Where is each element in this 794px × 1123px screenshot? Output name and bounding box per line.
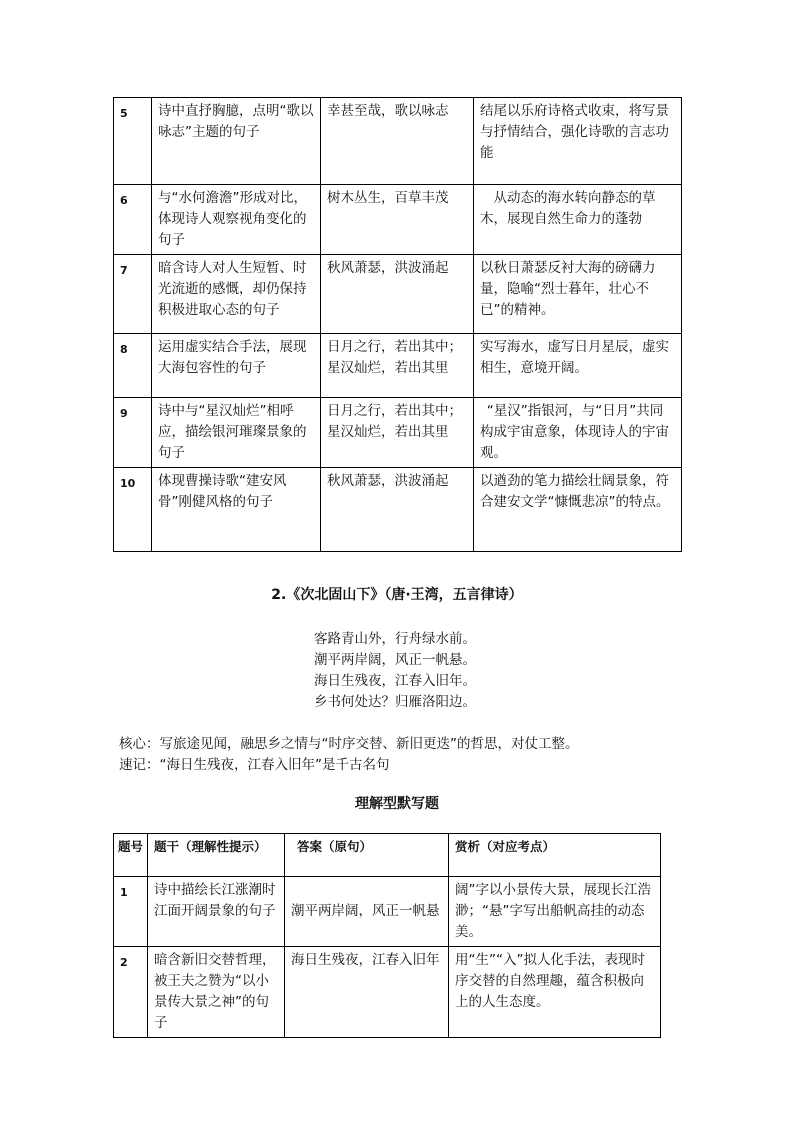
header-cell: 题号 (114, 834, 148, 877)
question-cell: 体现曹操诗歌“建安风骨”刚健风格的句子 (152, 468, 321, 552)
core-note: 核心：写旅途见闻，融思乡之情与“时序交替、新旧更迭”的哲思，对仗工整。 (119, 736, 579, 752)
poem-line: 乡书何处达？归雁洛阳边。 (314, 694, 476, 710)
analysis-cell: 结尾以乐府诗格式收束，将写景与抒情结合，强化诗歌的言志功能 (474, 98, 682, 185)
table-row (114, 877, 661, 947)
table-row (114, 398, 682, 468)
answer-cell: 幸甚至哉，歌以咏志 (321, 98, 474, 185)
row-number: 1 (114, 877, 148, 947)
table-row (114, 98, 682, 185)
analysis-cell: 实写海水，虚写日月星辰，虚实相生，意境开阔。 (474, 334, 682, 398)
poem-line: 潮平两岸阔，风正一帆悬。 (314, 652, 476, 668)
question-cell: 诗中描绘长江涨潮时江面开阔景象的句子 (148, 877, 285, 947)
poem-line: 海日生残夜，江春入旧年。 (314, 673, 476, 689)
table-row (114, 468, 682, 552)
memo-note: 速记：“海日生残夜，江春入旧年”是千古名句 (119, 757, 390, 773)
question-cell: 暗含新旧交替哲理，被王夫之赞为“以小景传大景之神”的句子 (148, 947, 285, 1038)
question-cell: 暗含诗人对人生短暂、时光流逝的感慨，却仍保持积极进取心态的句子 (152, 255, 321, 334)
answer-cell: 秋风萧瑟，洪波涌起 (321, 255, 474, 334)
answer-cell: 海日生残夜，江春入旧年 (285, 947, 449, 1038)
table-row (114, 334, 682, 398)
row-number: 9 (114, 398, 152, 468)
analysis-cell: 以秋日萧瑟反衬大海的磅礴力量，隐喻“烈士暮年，壮心不已”的精神。 (474, 255, 682, 334)
header-cell: 答案（原句） (285, 834, 449, 877)
answer-cell: 日月之行，若出其中；星汉灿烂，若出其里 (321, 334, 474, 398)
header-cell: 题干（理解性提示） (148, 834, 285, 877)
analysis-cell: 阔”字以小景传大景，展现长江浩渺；“悬”字写出船帆高挂的动态美。 (449, 877, 661, 947)
answer-cell: 日月之行，若出其中；星汉灿烂，若出其里 (321, 398, 474, 468)
row-number: 7 (114, 255, 152, 334)
question-cell: 与“水何澹澹”形成对比，体现诗人观察视角变化的句子 (152, 185, 321, 255)
header-row (114, 834, 661, 877)
analysis-cell: 从动态的海水转向静态的草木，展现自然生命力的蓬勃 (474, 185, 682, 255)
question-cell: 诗中与“星汉灿烂”相呼应，描绘银河璀璨景象的句子 (152, 398, 321, 468)
section-heading: 理解型默写题 (355, 796, 439, 812)
table-row (114, 255, 682, 334)
row-number: 6 (114, 185, 152, 255)
row-number: 8 (114, 334, 152, 398)
header-cell: 赏析（对应考点） (449, 834, 661, 877)
recitation-table-2 (113, 833, 661, 1038)
table-row (114, 185, 682, 255)
row-number: 2 (114, 947, 148, 1038)
analysis-cell: 以遒劲的笔力描绘壮阔景象，符合建安文学“慷慨悲凉”的特点。 (474, 468, 682, 552)
row-number: 5 (114, 98, 152, 185)
question-cell: 运用虚实结合手法，展现大海包容性的句子 (152, 334, 321, 398)
analysis-cell: “星汉”指银河，与“日月”共同构成宇宙意象，体现诗人的宇宙观。 (474, 398, 682, 468)
answer-cell: 潮平两岸阔，风正一帆悬 (285, 877, 449, 947)
row-number: 10 (114, 468, 152, 552)
table-row (114, 947, 661, 1038)
analysis-cell: 用“生”“入”拟人化手法，表现时序交替的自然理趣，蕴含积极向上的人生态度。 (449, 947, 661, 1038)
answer-cell: 秋风萧瑟，洪波涌起 (321, 468, 474, 552)
recitation-table-1 (113, 97, 682, 552)
question-cell: 诗中直抒胸臆，点明“歌以咏志”主题的句子 (152, 98, 321, 185)
poem-line: 客路青山外，行舟绿水前。 (314, 631, 476, 647)
answer-cell: 树木丛生，百草丰茂 (321, 185, 474, 255)
poem-title: 2.《次北固山下》（唐·王湾，五言律诗） (271, 587, 523, 603)
